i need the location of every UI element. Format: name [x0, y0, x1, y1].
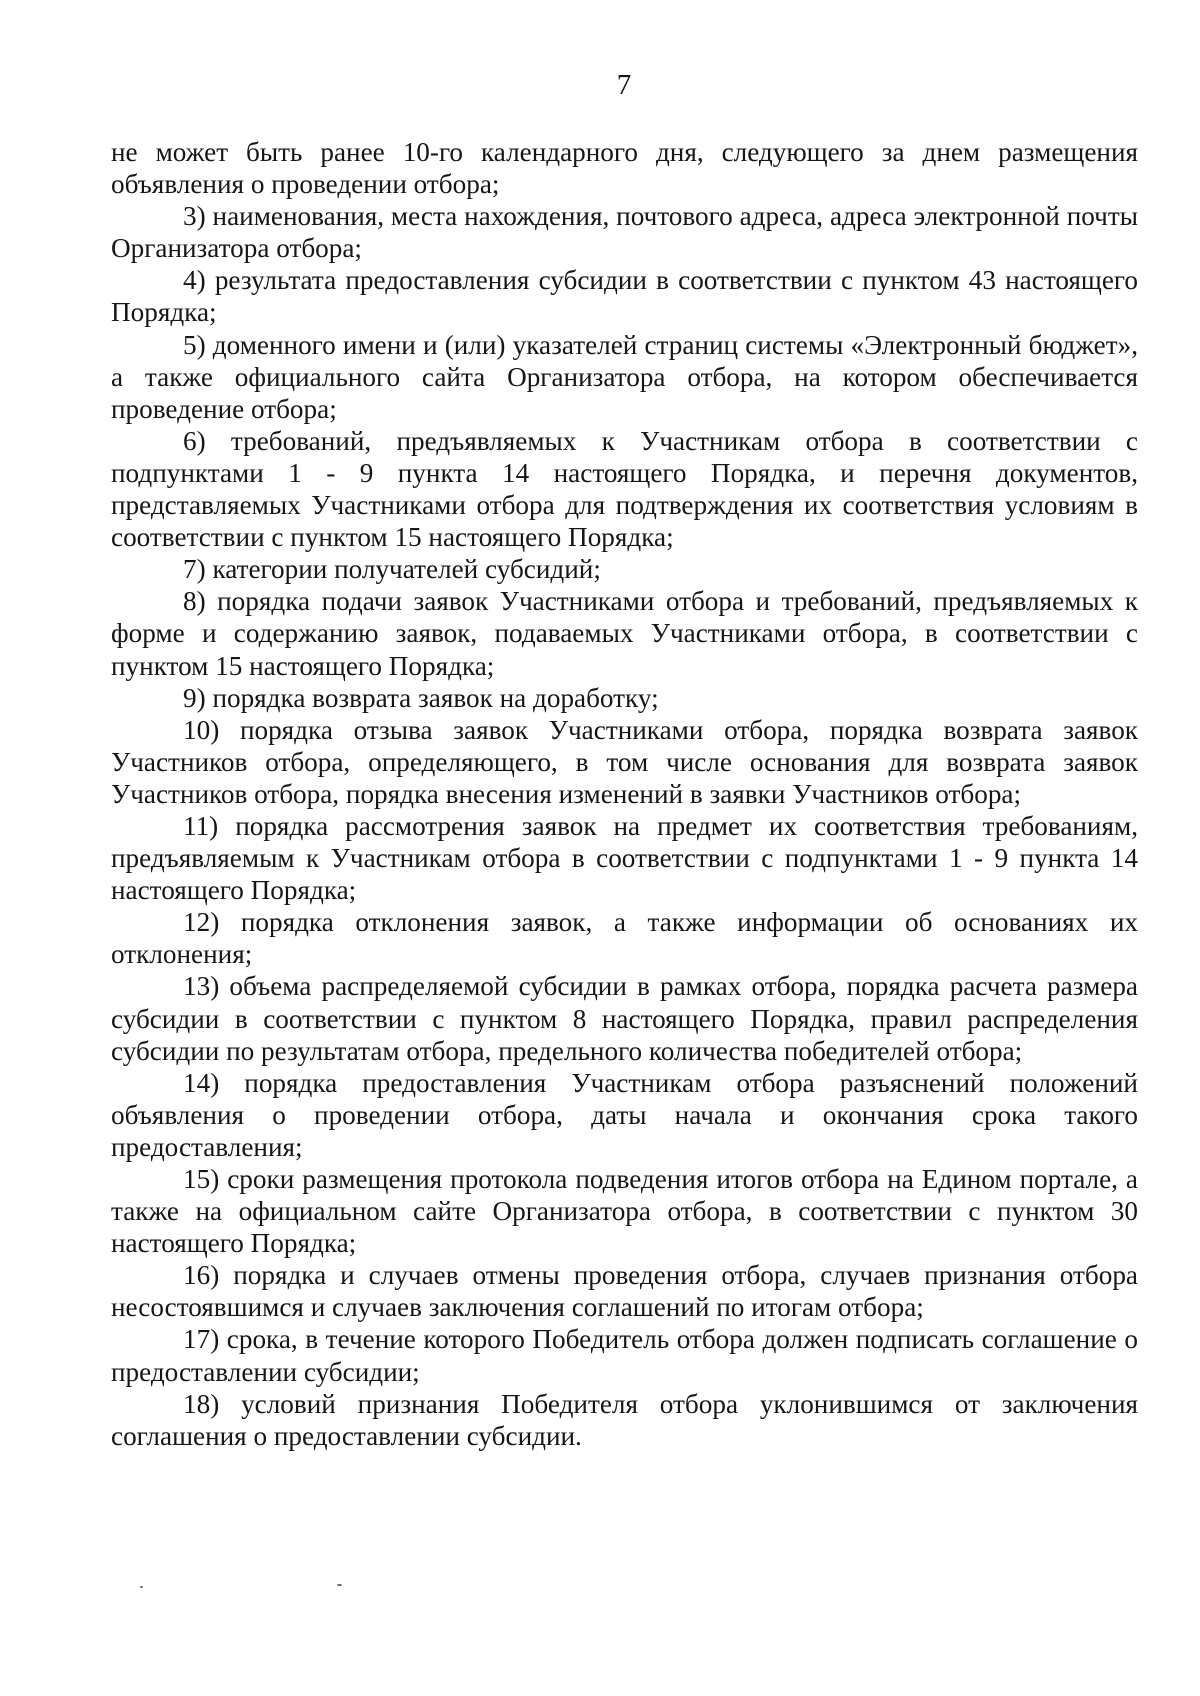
list-item-14: 14) порядка предоставления Участникам отбора разъяснений положений объявления о проведении отбора, даты начала и окончания срока такого предоставления;: [111, 1067, 1138, 1162]
list-item-7: 7) категории получателей субсидий;: [183, 554, 601, 585]
list-item-17: 17) срока, в течение которого Победитель отбора должен подписать соглашение о предоставлении субсидии;: [111, 1324, 1138, 1387]
list-item-3: 3) наименования, места нахождения, почтового адреса, адреса электронной почты Организатора отбора;: [111, 201, 1138, 264]
list-item-8: 8) порядка подачи заявок Участниками отбора и требований, предъявляемых к форме и содержанию заявок, подаваемых Участниками отбора, в соответствии с пунктом 15 настоящего Порядка;: [111, 586, 1138, 681]
scan-speck: [140, 1586, 143, 1588]
scan-speck: [337, 1584, 342, 1586]
list-item-12: 12) порядка отклонения заявок, а также информации об основаниях их отклонения;: [111, 907, 1138, 970]
list-item-15: 15) сроки размещения протокола подведения итогов отбора на Едином портале, а также на официальном сайте Организатора отбора, в соответствии с пунктом 30 настоящего Порядка;: [111, 1164, 1138, 1259]
list-item-10: 10) порядка отзыва заявок Участниками отбора, порядка возврата заявок Участников отбора, определяющего, в том числе основания для возврата заявок Участников отбора, порядка внесения изменений в заявки Участников отбора;: [111, 714, 1138, 809]
list-item-11: 11) порядка рассмотрения заявок на предмет их соответствия требованиям, предъявляемым к Участникам отбора в соответствии с подпунктами 1 - 9 пункта 14 настоящего Порядка;: [111, 810, 1138, 906]
list-item-4: 4) результата предоставления субсидии в соответствии с пунктом 43 настоящего Порядка;: [111, 265, 1138, 328]
page-number: 7: [616, 69, 632, 101]
paragraph-continuation: не может быть ранее 10-го календарного дня, следующего за днем размещения объявления о проведении отбора;: [111, 137, 1138, 200]
list-item-6: 6) требований, предъявляемых к Участникам отбора в соответствии с подпунктами 1 - 9 пункта 14 настоящего Порядка, и перечня документов, представляемых Участниками отбора для подтверждения их соответствия условиям в соответствии с пунктом 15 настоящего Порядка;: [111, 425, 1138, 553]
list-item-16: 16) порядка и случаев отмены проведения отбора, случаев признания отбора несостоявшимся и случаев заключения соглашений по итогам отбора;: [111, 1260, 1138, 1323]
list-item-9: 9) порядка возврата заявок на доработку;: [183, 682, 659, 713]
list-item-13: 13) объема распределяемой субсидии в рамках отбора, порядка расчета размера субсидии в соответствии с пунктом 8 настоящего Порядка, правил распределения субсидии по результатам отбора, предельного количества победителей отбора;: [111, 971, 1138, 1066]
list-item-18: 18) условий признания Победителя отбора уклонившимся от заключения соглашения о предоставлении субсидии.: [111, 1388, 1138, 1451]
list-item-5: 5) доменного имени и (или) указателей страниц системы «Электронный бюджет», а также официального сайта Организатора отбора, на котором обеспечивается проведение отбора;: [111, 329, 1138, 424]
document-body: [111, 136, 1138, 1452]
